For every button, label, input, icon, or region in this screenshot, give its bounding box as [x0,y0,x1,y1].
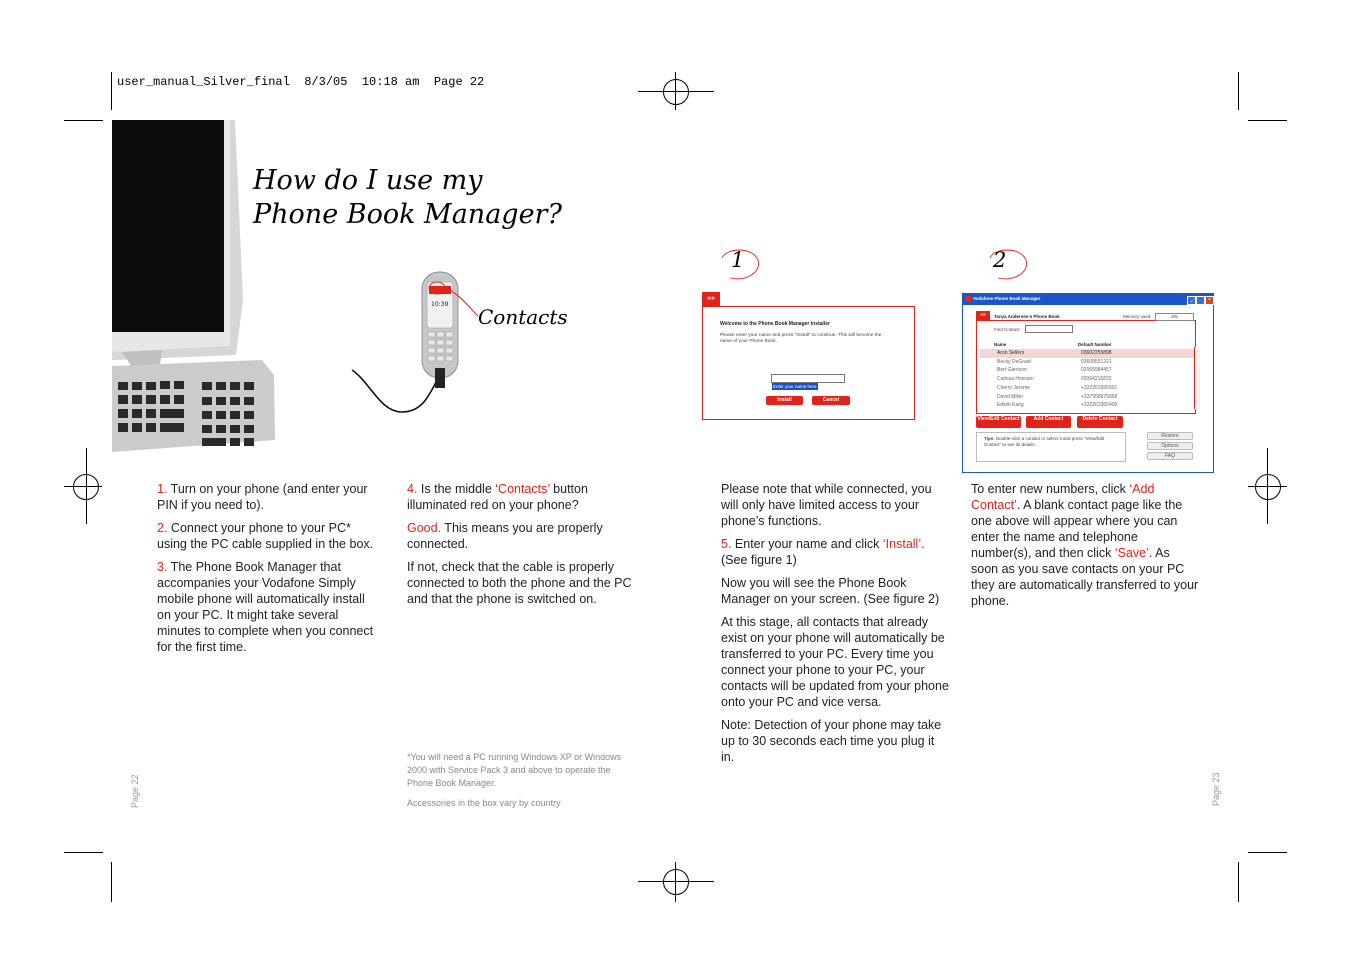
page-title [253,164,562,232]
mobile-phone [422,272,458,388]
figure-2-marker [984,246,1032,284]
crop-mark [1248,852,1287,853]
crop-mark [1238,862,1239,902]
list-item[interactable]: Cherry Jerome +332263365501 [997,384,1118,391]
page-title-line-1: How do I use my [253,165,483,196]
options-button[interactable]: Options [1147,442,1193,450]
list-item[interactable]: Bert Garrison 02065984457 [997,367,1112,374]
crop-mark [64,120,103,121]
figure-2-number: 2 [993,248,1007,272]
tips-label: Tips: [984,436,995,441]
phone-book-manager-window [962,293,1214,473]
installer-instruction: Please enter your name and press "Install" to continue. This will become the name of your Phone Book. [720,333,882,344]
find-contact-label: Find Contact: [994,327,1021,332]
window-title: Vodafone Phone Book Manager [973,296,1041,301]
figure-1-number: 1 [731,248,745,272]
detection-note: Note: Detection of your phone may take up to 30 seconds each time you plug it in. [721,718,942,764]
list-scrollbar[interactable] [1194,347,1200,409]
phone-book-title: Tanya Andersen's Phone Book [994,314,1060,319]
faq-button[interactable]: FAQ [1147,452,1193,460]
minimize-icon[interactable]: _ [1187,296,1196,305]
vodafone-logo-icon: »» [976,311,990,320]
contacts-list [978,349,1194,412]
close-icon[interactable]: × [1205,296,1214,305]
column-header-number: Default Number [1078,342,1112,347]
troubleshoot-paragraph: If not, check that the cable is properly connected to both the phone and the PC and that the phone is switched on. [407,560,632,606]
good-paragraph: Good. This means you are properly connected. [407,521,603,551]
footnote-accessories: Accessories in the box vary by country [407,798,561,808]
instructions-column-3 [721,481,949,772]
add-contact-button[interactable]: Add Contact [1026,416,1071,428]
list-item[interactable]: Becky DeGraaf 03608551221 [997,358,1112,365]
crop-mark [1248,120,1287,121]
list-item[interactable]: Edwin Kang +332263365405 [997,402,1118,409]
name-input-placeholder: Enter your name here [773,384,817,389]
memory-used-value: 2% [1155,313,1194,321]
install-button[interactable]: Install [766,396,803,405]
instructions-column-1 [157,481,382,662]
add-contact-paragraph: To enter new numbers, click ‘Add Contact’. A blank contact page like the one above will appear where you can enter the name and telephone number(s), and then click ‘Save’. As soon as you save contacts on your PC they are automatically transferred to your phone. [971,482,1199,608]
installer-window [702,292,915,419]
list-item[interactable]: David Miller +337958975858 [997,393,1118,400]
maximize-icon[interactable] [1196,296,1205,305]
monitor-screen [112,120,224,332]
column-header-name: Name [994,342,1007,347]
instructions-column-4 [971,481,1199,616]
name-input[interactable] [771,374,845,389]
crop-mark [111,862,112,902]
connected-note: Please note that while connected, you will only have limited access to your phone’s functions. [721,482,932,528]
page-title-line-2: Phone Book Manager? [253,199,562,230]
memory-used-label: Memory used: [1123,314,1152,319]
list-item[interactable]: Carissa Hossam 02064215832 [997,376,1112,383]
view-edit-contact-button[interactable]: View/Edit Contact [976,416,1021,428]
find-contact-input[interactable] [1025,325,1073,333]
svg-text:10:39: 10:39 [431,301,449,308]
step-2: 2. Connect your phone to your PC* using the PC cable supplied in the box. [157,521,374,551]
app-icon [965,296,971,302]
tips-box [976,432,1126,462]
vodafone-logo-icon: »» [702,292,720,306]
step-5: 5. Enter your name and click ‘Install’. (See figure 1) [721,537,925,567]
crop-mark [111,72,112,110]
installer-heading: Welcome to the Phone Book Manager Installer [720,321,830,327]
contacts-callout-label: Contacts [478,305,568,329]
print-slug: user_manual_Silver_final 8/3/05 10:18 am Page 22 [117,75,485,89]
sync-paragraph: At this stage, all contacts that already exist on your phone will automatically be transferred to your PC. Every time you connect your phone to your PC, your contacts will be updated from your phone onto your PC and vice versa. [721,615,949,709]
step-1: 1. Turn on your phone (and enter your PIN if you need to). [157,482,368,512]
delete-contact-button[interactable]: Delete Contact [1077,416,1123,428]
tips-text: Double-click a contact or select it and press "View/Edit Contact" to see its details. [984,436,1105,447]
crop-mark [64,852,103,853]
crop-mark [1238,72,1239,110]
page-number-left: Page 22 [130,774,140,808]
footnote-requirements: *You will need a PC running Windows XP or Windows 2000 with Service Pack 3 and above to operate the Phone Book Manager. [407,752,622,788]
restore-button[interactable]: Restore [1147,432,1193,440]
list-item[interactable]: Aron Sellers 03602255898 [980,349,1194,358]
window-titlebar [963,294,1213,305]
footnotes [407,751,629,817]
instructions-column-2 [407,481,645,614]
step-3: 3. The Phone Book Manager that accompanies your Vodafone Simply mobile phone will automatically install on your PC. It might take several minutes to complete when you connect for the first time. [157,560,374,654]
page-number-right: Page 23 [1211,772,1221,806]
cancel-button[interactable]: Cancel [812,396,850,405]
figure-2-note: Now you will see the Phone Book Manager on your screen. (See figure 2) [721,576,940,606]
step-4: 4. Is the middle ‘Contacts’ button illuminated red on your phone? [407,482,588,512]
